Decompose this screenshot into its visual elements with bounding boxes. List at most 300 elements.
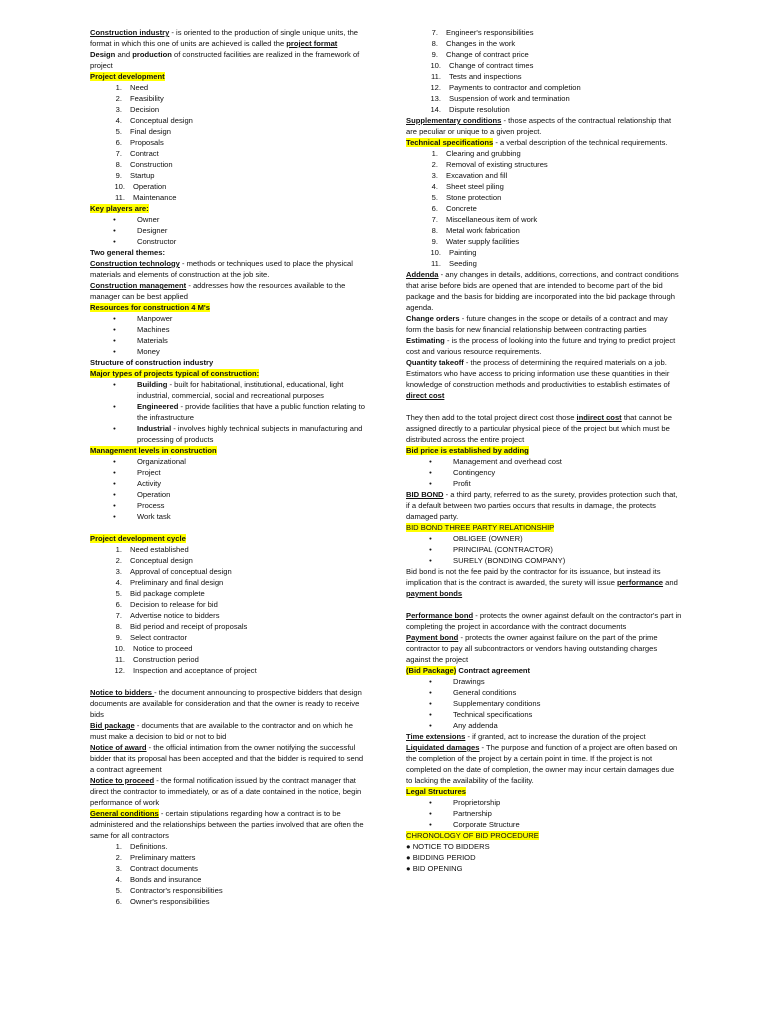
- management-levels-list: [90, 456, 366, 522]
- list-item: [90, 577, 366, 588]
- list-number: 7.: [431, 215, 438, 224]
- list-number: 5.: [115, 127, 122, 136]
- list-item-text: Clearing and grubbing: [446, 149, 521, 158]
- list-number: 1.: [431, 149, 438, 158]
- list-item-text: Decision: [130, 105, 160, 114]
- left-column: [90, 27, 366, 907]
- list-item: [406, 225, 682, 236]
- list-item: [90, 489, 366, 500]
- list-item-text: Technical specifications: [453, 710, 533, 719]
- bullet-icon: •: [429, 688, 432, 697]
- list-number: 2.: [115, 853, 122, 862]
- list-item-text: Change of contract times: [449, 61, 534, 70]
- list-number: 2.: [115, 556, 122, 565]
- general-conditions-list-continued: [406, 27, 682, 115]
- term: Time extensions: [406, 732, 466, 741]
- list-item-text: Organizational: [137, 457, 186, 466]
- list-number: 3.: [115, 567, 122, 576]
- list-number: 3.: [115, 105, 122, 114]
- list-number: 11.: [431, 259, 441, 268]
- project-development-list: [90, 82, 366, 203]
- list-number: 4.: [431, 182, 438, 191]
- term: Performance bond: [406, 611, 474, 620]
- list-item: [406, 676, 682, 687]
- bullet-icon: •: [113, 380, 116, 389]
- list-item-text: Advertise notice to bidders: [130, 611, 220, 620]
- list-item-text: Manpower: [137, 314, 173, 323]
- list-item: [406, 82, 682, 93]
- list-item: [90, 93, 366, 104]
- definition: - provide facilities that have a public function relating to the infrastructure: [137, 402, 365, 422]
- list-item: [90, 148, 366, 159]
- list-item-text: Contingency: [453, 468, 496, 477]
- list-item-text: Contract: [130, 149, 159, 158]
- bullet-icon: •: [113, 501, 116, 510]
- term: indirect cost: [576, 413, 622, 422]
- list-item-text: [137, 401, 366, 423]
- term: General conditions: [90, 809, 159, 818]
- list-item-text: Management and overhead cost: [453, 457, 562, 466]
- list-number: 4.: [115, 875, 122, 884]
- bullet-icon: •: [113, 512, 116, 521]
- list-item-text: Suspension of work and termination: [449, 94, 570, 103]
- list-item-text: Removal of existing structures: [446, 160, 548, 169]
- list-item-text: Sheet steel piling: [446, 182, 504, 191]
- list-number: 9.: [431, 50, 438, 59]
- list-item: [406, 71, 682, 82]
- list-item: [90, 544, 366, 555]
- term: production: [132, 50, 172, 59]
- list-number: 10.: [430, 248, 441, 257]
- chronology-item: ● NOTICE TO BIDDERS: [406, 842, 490, 851]
- list-item-text: Dispute resolution: [449, 105, 510, 114]
- list-item-text: Change of contract price: [446, 50, 529, 59]
- list-item-text: Concrete: [446, 204, 477, 213]
- list-number: 5.: [115, 886, 122, 895]
- term: BID BOND: [406, 490, 444, 499]
- term: Bid package: [90, 721, 135, 730]
- bullet-icon: •: [113, 347, 116, 356]
- term: Liquidated damages: [406, 743, 480, 752]
- definition: - the formal notification issued by the contract manager that direct the contractor to immediately, or as of a date contained in the notice, begin performance of work: [90, 776, 362, 807]
- list-item: [406, 214, 682, 225]
- list-item-text: [137, 423, 366, 445]
- list-item: [90, 863, 366, 874]
- list-item-text: Metal work fabrication: [446, 226, 520, 235]
- list-item-text: Feasibility: [130, 94, 164, 103]
- list-item-text: Bid package complete: [130, 589, 205, 598]
- legal-structures-list: [406, 797, 682, 830]
- list-number: 6.: [115, 600, 122, 609]
- list-item: [90, 841, 366, 852]
- list-item-text: PRINCIPAL (CONTRACTOR): [453, 545, 553, 554]
- definition: - involves highly technical subjects in manufacturing and processing of products: [137, 424, 363, 444]
- list-item: [90, 874, 366, 885]
- construction-management-paragraph: [90, 280, 366, 302]
- list-item-text: Activity: [137, 479, 162, 488]
- list-item: [90, 335, 366, 346]
- list-item: [406, 236, 682, 247]
- list-item: [90, 236, 366, 247]
- list-item: [90, 159, 366, 170]
- list-item-text: Owner's responsibilities: [130, 897, 210, 906]
- list-item: [90, 192, 366, 203]
- list-item-text: Money: [137, 347, 160, 356]
- liquidated-damages-paragraph: [406, 742, 682, 786]
- list-item-text: Process: [137, 501, 165, 510]
- bullet-icon: •: [113, 479, 116, 488]
- term: Technical specifications: [406, 138, 494, 147]
- term: Building: [137, 380, 168, 389]
- term: performance: [617, 578, 664, 587]
- list-item: [90, 885, 366, 896]
- definition: - certain stipulations regarding how a contract is to be administered and the relationships between the parties involved that are often the same for all contractors: [90, 809, 364, 840]
- list-item: [406, 148, 682, 159]
- list-item: [90, 214, 366, 225]
- list-item-text: Bonds and insurance: [130, 875, 202, 884]
- bullet-icon: •: [429, 556, 432, 565]
- list-number: 14.: [430, 105, 441, 114]
- notice-to-proceed-paragraph: [90, 775, 366, 808]
- bullet-icon: •: [113, 325, 116, 334]
- bullet-icon: •: [113, 336, 116, 345]
- list-item: [90, 137, 366, 148]
- list-item: [90, 346, 366, 357]
- list-number: 1.: [115, 83, 122, 92]
- list-item: [90, 852, 366, 863]
- section-heading: Two general themes:: [90, 248, 165, 257]
- section-heading: Project development cycle: [90, 534, 186, 543]
- list-item-text: OBLIGEE (OWNER): [453, 534, 523, 543]
- term: Engineered: [137, 402, 179, 411]
- list-number: 10.: [114, 644, 125, 653]
- list-item-text: Preliminary and final design: [130, 578, 224, 587]
- addenda-paragraph: [406, 269, 682, 313]
- bullet-icon: •: [113, 468, 116, 477]
- quantity-takeoff-paragraph: [406, 357, 682, 368]
- bullet-icon: •: [429, 710, 432, 719]
- list-item-text: Contractor's responsibilities: [130, 886, 223, 895]
- list-item: [406, 819, 682, 830]
- list-item: [406, 797, 682, 808]
- notice-of-award-paragraph: [90, 742, 366, 775]
- list-item: [90, 456, 366, 467]
- list-item-text: Constructor: [137, 237, 177, 246]
- list-item: [406, 192, 682, 203]
- list-item: [90, 511, 366, 522]
- list-item-text: Machines: [137, 325, 170, 334]
- list-item: [90, 313, 366, 324]
- highlight: (Bid Package): [406, 666, 457, 675]
- list-item: [90, 599, 366, 610]
- list-item: [90, 401, 366, 423]
- definition: - protects the owner against failure on the part of the prime contractor to pay all subcontractors or vendors having outstanding charges against the project: [406, 633, 658, 664]
- term: Notice to bidders: [90, 688, 155, 697]
- bullet-icon: •: [113, 215, 116, 224]
- list-item-text: General conditions: [453, 688, 517, 697]
- project-types-list: [90, 379, 366, 445]
- definition: - methods or techniques used to place the physical materials and elements of construction at the job site.: [90, 259, 353, 279]
- list-item-text: SURELY (BONDING COMPANY): [453, 556, 566, 565]
- bullet-icon: •: [113, 402, 116, 411]
- technical-specifications-paragraph: [406, 137, 682, 148]
- bullet-icon: •: [429, 479, 432, 488]
- section-heading: Resources for construction 4 M's: [90, 303, 210, 312]
- definition: - a third party, referred to as the surety, provides protection such that, if a default between two parties occurs that results in damage, the protects damaged party.: [406, 490, 678, 521]
- list-item-text: Proposals: [130, 138, 164, 147]
- bid-price-list: [406, 456, 682, 489]
- term: Addenda: [406, 270, 439, 279]
- term: Design: [90, 50, 116, 59]
- text: and: [115, 50, 133, 59]
- list-number: 4.: [115, 578, 122, 587]
- section-heading: Legal Structures: [406, 787, 466, 796]
- list-item: [90, 665, 366, 676]
- list-item: [90, 610, 366, 621]
- list-number: 9.: [115, 171, 122, 180]
- list-item-text: Designer: [137, 226, 168, 235]
- list-item-text: Preliminary matters: [130, 853, 196, 862]
- chronology-item: ● BID OPENING: [406, 864, 463, 873]
- list-number: 8.: [115, 160, 122, 169]
- list-item: [406, 555, 682, 566]
- general-conditions-list: [90, 841, 366, 907]
- list-number: 11.: [115, 193, 125, 202]
- list-item: [90, 225, 366, 236]
- list-item-text: Contract documents: [130, 864, 198, 873]
- list-item-text: Decision to release for bid: [130, 600, 218, 609]
- estimators-paragraph: [406, 368, 682, 401]
- design-production-paragraph: [90, 49, 366, 71]
- definition: - addresses how the resources available to the manager can be best applied: [90, 281, 346, 301]
- list-item: [90, 654, 366, 665]
- list-item-text: Owner: [137, 215, 160, 224]
- term: Notice to proceed: [90, 776, 155, 785]
- bullet-icon: •: [429, 820, 432, 829]
- section-heading: Major types of projects typical of construction:: [90, 369, 260, 378]
- list-item: [90, 115, 366, 126]
- list-item-text: Operation: [137, 490, 171, 499]
- list-item: [90, 126, 366, 137]
- list-item-text: [137, 379, 366, 401]
- definition: of constructed facilities are realized in the framework of project: [90, 50, 360, 70]
- list-item: [406, 258, 682, 269]
- notice-to-bidders-paragraph: [90, 687, 366, 720]
- definition: - is the process of looking into the future and trying to predict project cost and various resource requirements.: [406, 336, 676, 356]
- list-number: 6.: [431, 204, 438, 213]
- text: Bid bond is not the fee paid by the contractor for its issuance, but instead its implication that is the contract is awarded, the surety will issue: [406, 567, 661, 587]
- bullet-icon: •: [113, 490, 116, 499]
- list-item-text: Construction period: [133, 655, 199, 664]
- term: Notice of award: [90, 743, 147, 752]
- list-number: 10.: [430, 61, 441, 70]
- bullet-icon: •: [429, 809, 432, 818]
- right-column: [406, 27, 682, 874]
- list-item: [90, 324, 366, 335]
- section-heading: Management levels in construction: [90, 446, 217, 455]
- section-heading: Key players are:: [90, 204, 149, 213]
- list-item-text: Stone protection: [446, 193, 502, 202]
- text: They then add to the total project direct cost those: [406, 413, 577, 422]
- list-item: [90, 500, 366, 511]
- list-item-text: Miscellaneous item of work: [446, 215, 538, 224]
- list-item: [406, 687, 682, 698]
- list-item-text: Need established: [130, 545, 189, 554]
- contract-items-list: [406, 676, 682, 731]
- list-number: 10.: [114, 182, 125, 191]
- list-number: 8.: [115, 622, 122, 631]
- list-item: [406, 533, 682, 544]
- term: Change orders: [406, 314, 460, 323]
- term: Contract agreement: [456, 666, 531, 675]
- list-item: [406, 38, 682, 49]
- bullet-icon: •: [429, 699, 432, 708]
- bid-bond-paragraph: [406, 489, 682, 522]
- bullet-icon: •: [429, 798, 432, 807]
- list-item-text: Payments to contractor and completion: [449, 83, 581, 92]
- list-item: [406, 60, 682, 71]
- list-item: [406, 544, 682, 555]
- list-number: 7.: [115, 149, 122, 158]
- list-item-text: Engineer's responsibilities: [446, 28, 534, 37]
- list-item-text: Supplementary conditions: [453, 699, 541, 708]
- list-item-text: Project: [137, 468, 161, 477]
- list-number: 9.: [431, 237, 438, 246]
- list-number: 5.: [115, 589, 122, 598]
- list-number: 3.: [431, 171, 438, 180]
- construction-industry-paragraph: [90, 27, 366, 49]
- list-number: 6.: [115, 138, 122, 147]
- list-item: [90, 379, 366, 401]
- list-item: [90, 896, 366, 907]
- list-item-text: Profit: [453, 479, 471, 488]
- resources-list: [90, 313, 366, 357]
- term: direct cost: [406, 391, 445, 400]
- list-number: 6.: [115, 897, 122, 906]
- list-item: [90, 104, 366, 115]
- list-item: [406, 478, 682, 489]
- definition: - a verbal description of the technical requirements.: [493, 138, 668, 147]
- list-item-text: Definitions.: [130, 842, 168, 851]
- section-heading: Structure of construction industry: [90, 358, 214, 367]
- list-number: 1.: [115, 842, 122, 851]
- payment-bond-paragraph: [406, 632, 682, 665]
- list-item-text: Work task: [137, 512, 171, 521]
- term: Construction management: [90, 281, 187, 290]
- list-item-text: Operation: [133, 182, 167, 191]
- list-item: [406, 467, 682, 478]
- definition: - protects the owner against default on the contractor's part in completing the project in accordance with the contract documents: [406, 611, 682, 631]
- list-item: [90, 181, 366, 192]
- list-item: [90, 478, 366, 489]
- list-item-text: Drawings: [453, 677, 485, 686]
- list-number: 9.: [115, 633, 122, 642]
- bullet-icon: •: [113, 457, 116, 466]
- list-item: [90, 467, 366, 478]
- list-item-text: Notice to proceed: [133, 644, 193, 653]
- text: that cannot be assigned directly to a particular physical piece of the project but which must be distributed across the entire project: [406, 413, 672, 444]
- list-number: 11.: [115, 655, 125, 664]
- list-item: [90, 423, 366, 445]
- list-item: [90, 632, 366, 643]
- chronology-list: [406, 841, 682, 874]
- section-heading: Project development: [90, 72, 165, 81]
- chronology-item: ● BIDDING PERIOD: [406, 853, 476, 862]
- list-item-text: Water supply facilities: [446, 237, 520, 246]
- term: Industrial: [137, 424, 172, 433]
- list-number: 2.: [431, 160, 438, 169]
- list-number: 5.: [431, 193, 438, 202]
- list-item-text: Inspection and acceptance of project: [133, 666, 257, 675]
- indirect-cost-paragraph: [406, 412, 682, 445]
- list-item-text: Conceptual design: [130, 556, 193, 565]
- text: Estimators who have access to pricing information use these quantities in their knowledge of construction methods and productivities to establish estimates of: [406, 369, 670, 389]
- definition: - any changes in details, additions, corrections, and contract conditions that arise before bids are opened that are intended to become part of the bid package and the basis for bidding are incorporated into the bid package through agenda.: [406, 270, 679, 312]
- list-item-text: Corporate Structure: [453, 820, 520, 829]
- list-item-text: Need: [130, 83, 149, 92]
- term: Quantity takeoff: [406, 358, 464, 367]
- bid-package-paragraph: [90, 720, 366, 742]
- list-item: [90, 170, 366, 181]
- section-heading: Bid price is established by adding: [406, 446, 529, 455]
- performance-bond-paragraph: [406, 610, 682, 632]
- section-heading: BID BOND THREE PARTY RELATIONSHIP: [406, 523, 555, 532]
- list-item-text: Construction: [130, 160, 173, 169]
- list-number: 7.: [431, 28, 438, 37]
- term: Estimating: [406, 336, 445, 345]
- project-cycle-list: [90, 544, 366, 676]
- term: payment bonds: [406, 589, 463, 598]
- list-number: 11.: [431, 72, 441, 81]
- time-extensions-paragraph: [406, 731, 682, 742]
- bullet-icon: •: [429, 468, 432, 477]
- construction-technology-paragraph: [90, 258, 366, 280]
- definition: - the process of determining the required materials on a job.: [463, 358, 667, 367]
- definition: - those aspects of the contractual relationship that are peculiar or unique to a given project.: [406, 116, 672, 136]
- bid-bond-note-paragraph: [406, 566, 682, 599]
- list-item: [406, 49, 682, 60]
- section-heading: CHRONOLOGY OF BID PROCEDURE: [406, 831, 539, 840]
- list-number: 3.: [115, 864, 122, 873]
- estimating-paragraph: [406, 335, 682, 357]
- bullet-icon: •: [113, 424, 116, 433]
- bullet-icon: •: [429, 721, 432, 730]
- list-number: 13.: [430, 94, 441, 103]
- definition: - The purpose and function of a project are often based on the completion of the project by a certain point in time. If the project is not completed on the date of completion, the owner may incur certain damages due to lacking the availability of the facility.: [406, 743, 678, 785]
- text: and: [663, 578, 678, 587]
- bullet-icon: •: [113, 314, 116, 323]
- list-number: 4.: [115, 116, 122, 125]
- definition: - is oriented to the production of single unique units, the format in which this one of units are achieved is called the: [90, 28, 359, 48]
- definition: - if granted, act to increase the duration of the project: [465, 732, 646, 741]
- technical-specifications-list: [406, 148, 682, 269]
- bullet-icon: •: [429, 677, 432, 686]
- bullet-icon: •: [113, 237, 116, 246]
- list-item: [406, 170, 682, 181]
- list-item: [406, 159, 682, 170]
- list-number: 7.: [115, 611, 122, 620]
- list-item: [90, 82, 366, 93]
- list-item-text: Startup: [130, 171, 155, 180]
- list-item-text: Painting: [449, 248, 477, 257]
- list-item: [406, 104, 682, 115]
- list-item-text: Any addenda: [453, 721, 498, 730]
- list-item: [90, 621, 366, 632]
- key-players-list: [90, 214, 366, 247]
- list-item-text: Tests and inspections: [449, 72, 522, 81]
- list-number: 12.: [114, 666, 125, 675]
- supplementary-conditions-paragraph: [406, 115, 682, 137]
